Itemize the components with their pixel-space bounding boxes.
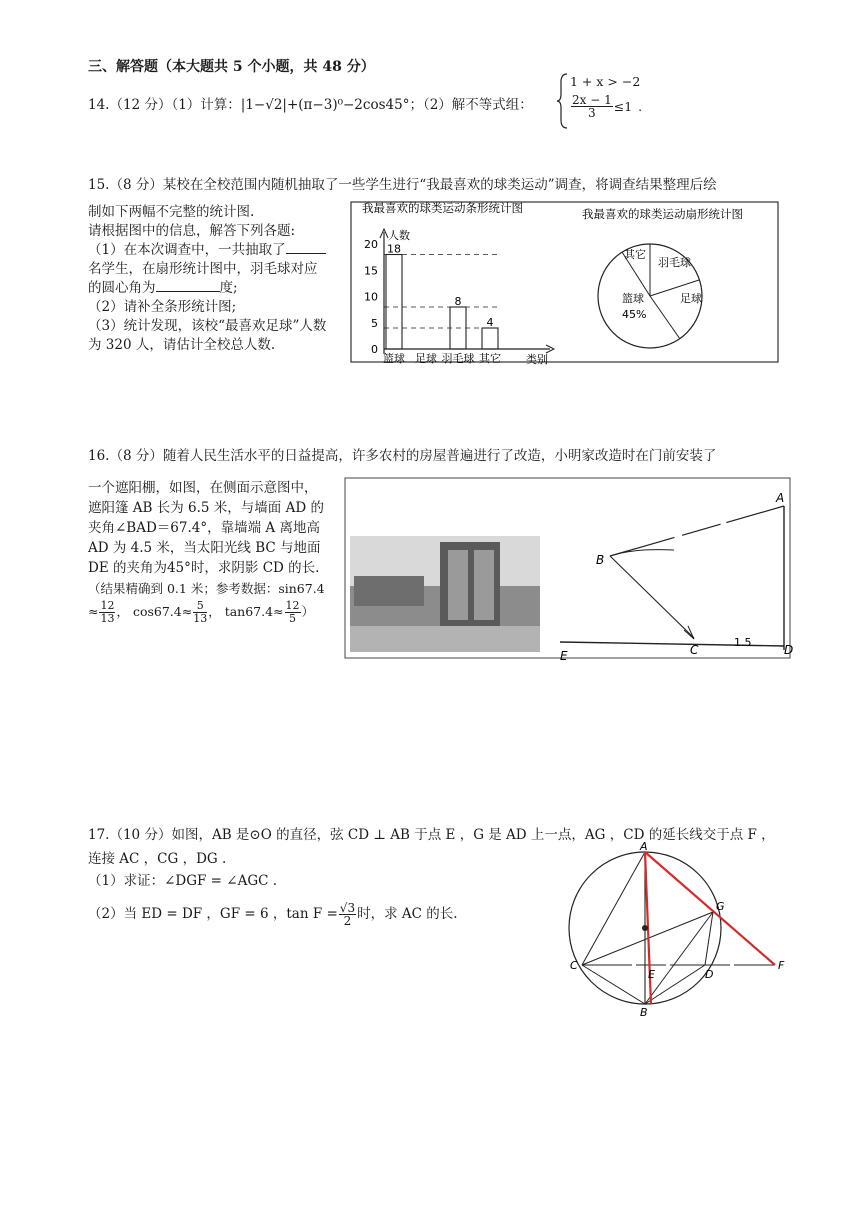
pie-label-basketball: 篮球 bbox=[622, 292, 644, 305]
q17-l1: 17.（10 分）如图，AB 是⊙O 的直径，弦 CD ⊥ AB 于点 E ，G 是 AD 上一点，AG ，CD 的延长线交于点 F ， bbox=[88, 827, 775, 843]
bar-data-label: 18 bbox=[387, 242, 401, 256]
inequality-system bbox=[556, 72, 646, 130]
pie-label-football: 足球 bbox=[680, 292, 702, 305]
house-photo bbox=[350, 536, 540, 652]
section-title: 三、解答题（本大题共 5 个小题，共 48 分） bbox=[88, 59, 375, 75]
q16-l7 bbox=[88, 600, 314, 625]
q15-line8: （3）统计发现，该校“最喜欢足球”人数 bbox=[88, 318, 327, 334]
label-D: D bbox=[705, 968, 714, 981]
x-category-label: 其它 bbox=[479, 352, 501, 365]
label-C: C bbox=[570, 959, 578, 972]
x-category-label: 足球 bbox=[415, 352, 437, 365]
answer-blank bbox=[286, 253, 326, 254]
q15-angle-text: 的圆心角为 bbox=[88, 280, 156, 296]
label-B: B bbox=[640, 1006, 648, 1018]
inequality-1: 1 + x > −2 bbox=[570, 74, 641, 89]
q16-figure bbox=[344, 476, 794, 662]
q14-expression: |1−√2|+(π−3)⁰−2cos45° bbox=[240, 97, 410, 113]
awning-diagram bbox=[560, 491, 793, 662]
pie-percent-basketball: 45% bbox=[622, 308, 647, 321]
pie-chart-title: 我最喜欢的球类运动扇形统计图 bbox=[582, 207, 743, 221]
sun-ray-BC bbox=[610, 556, 694, 638]
label-A: A bbox=[776, 491, 785, 505]
q16-head: 16.（8 分）随着人民生活水平的日益提高，许多农村的房屋普遍进行了改造，小明家改造时在门前安装了 bbox=[88, 448, 717, 464]
cos-text: ， cos67.4≈ bbox=[116, 604, 193, 619]
q15-q1-text: （1）在本次调查中，一共抽取了 bbox=[88, 242, 286, 258]
label-C: C bbox=[690, 643, 699, 657]
q17-ask: 时，求 AC 的长. bbox=[357, 906, 458, 922]
frac-den: 2 bbox=[343, 914, 352, 928]
bar bbox=[482, 328, 498, 349]
y-tick-label: 15 bbox=[364, 264, 378, 278]
frac-den: 5 bbox=[289, 612, 297, 625]
label-G: G bbox=[716, 900, 725, 913]
q15-line1: 15.（8 分）某校在全校范围内随机抽取了一些学生进行“我最喜欢的球类运动”调查，将调查结果整理后绘 bbox=[88, 177, 717, 193]
q17-l2: 连接 AC ，CG ，DG . bbox=[88, 851, 227, 867]
q15-line7: （2）请补全条形统计图; bbox=[88, 299, 237, 315]
label-F: F bbox=[778, 959, 785, 972]
handwritten-note: 1.5 bbox=[734, 636, 752, 649]
q15-charts-figure bbox=[350, 196, 780, 372]
frac-num: 12 bbox=[100, 599, 115, 612]
left-brace-icon bbox=[556, 72, 570, 130]
frac-num: √3 bbox=[339, 901, 356, 915]
frac-num: 2x − 1 bbox=[572, 93, 612, 107]
y-tick-label: 10 bbox=[364, 290, 378, 304]
q15-line2: 制如下两幅不完整的统计图. bbox=[88, 204, 255, 220]
red-line-AF bbox=[645, 852, 775, 965]
label-D: D bbox=[784, 643, 794, 657]
center-point bbox=[642, 925, 648, 931]
q15-line5: 名学生，在扇形统计图中，羽毛球对应 bbox=[88, 261, 318, 277]
tan-text: ， tan67.4≈ bbox=[208, 604, 284, 619]
q14-lead: 14.（12 分）（1）计算： bbox=[88, 97, 241, 113]
y-tick-label: 20 bbox=[364, 238, 378, 251]
q15-line4 bbox=[88, 241, 326, 260]
q15-line6 bbox=[88, 279, 238, 298]
awning-AB bbox=[610, 506, 784, 556]
label-E: E bbox=[648, 968, 655, 981]
q17-circle-diagram bbox=[560, 838, 800, 1018]
q15-line3: 请根据图中的信息，解答下列各题: bbox=[88, 223, 296, 239]
frac-den: 13 bbox=[100, 612, 115, 625]
bar-data-label: 4 bbox=[486, 316, 494, 329]
q17-l3: （1）求证：∠DGF = ∠AGC . bbox=[88, 873, 278, 889]
inequality-2 bbox=[570, 94, 642, 119]
bar-data-label: 8 bbox=[454, 295, 462, 308]
y-tick-label: 0 bbox=[371, 343, 378, 356]
q14-part2: ；（2）解不等式组： bbox=[409, 97, 533, 113]
pie-label-badminton: 羽毛球 bbox=[658, 256, 691, 269]
q17-cond: （2）当 ED = DF ，GF = 6 ，tan F = bbox=[88, 906, 338, 922]
y-axis-label: 人数 bbox=[388, 229, 410, 242]
q14-end: . bbox=[638, 99, 643, 114]
label-A: A bbox=[640, 840, 648, 853]
pie-divider bbox=[650, 296, 680, 339]
x-category-label: 篮球 bbox=[383, 352, 405, 365]
segment-CB bbox=[582, 965, 645, 1004]
y-tick-label: 5 bbox=[371, 316, 378, 330]
frac-den: 3 bbox=[588, 106, 596, 120]
close-paren: ） bbox=[301, 604, 315, 619]
q16-l2: 遮阳篷 AB 长为 6.5 米，与墙面 AD 的 bbox=[88, 500, 324, 516]
bar-chart bbox=[362, 201, 554, 366]
pie-chart bbox=[582, 207, 743, 348]
x-category-label: 羽毛球 bbox=[441, 352, 475, 365]
q16-l4: AD 为 4.5 米，当太阳光线 BC 与地面 bbox=[88, 540, 321, 556]
bar-chart-title: 我最喜欢的球类运动条形统计图 bbox=[362, 201, 523, 215]
q15-line9: 为 320 人，请估计全校总人数. bbox=[88, 337, 276, 353]
q17-l4 bbox=[88, 902, 458, 927]
q15-angle-unit: 度; bbox=[219, 280, 238, 296]
frac-num: 12 bbox=[285, 599, 300, 612]
question-14 bbox=[88, 96, 533, 115]
label-E: E bbox=[560, 649, 568, 662]
ineq-relation: ≤1 bbox=[613, 99, 633, 114]
q16-l3: 夹角∠BAD＝67.4°，靠墙端 A 离地高 bbox=[88, 520, 320, 536]
frac-num: 5 bbox=[193, 600, 207, 613]
approx-sign: ≈ bbox=[88, 604, 99, 619]
answer-blank bbox=[156, 291, 220, 292]
bar bbox=[386, 255, 402, 350]
x-axis-label: 类别 bbox=[526, 353, 548, 366]
segment-AC bbox=[582, 852, 645, 965]
segment-DG bbox=[705, 912, 713, 965]
label-B: B bbox=[596, 553, 605, 567]
pie-label-other: 其它 bbox=[624, 248, 646, 261]
frac-den: 13 bbox=[193, 612, 208, 625]
q16-l1: 一个遮阳棚，如图，在侧面示意图中， bbox=[88, 480, 318, 496]
q16-l5: DE 的夹角为45°时，求阴影 CD 的长. bbox=[88, 560, 320, 576]
q16-l6: （结果精确到 0.1 米；参考数据：sin67.4 bbox=[88, 581, 325, 596]
